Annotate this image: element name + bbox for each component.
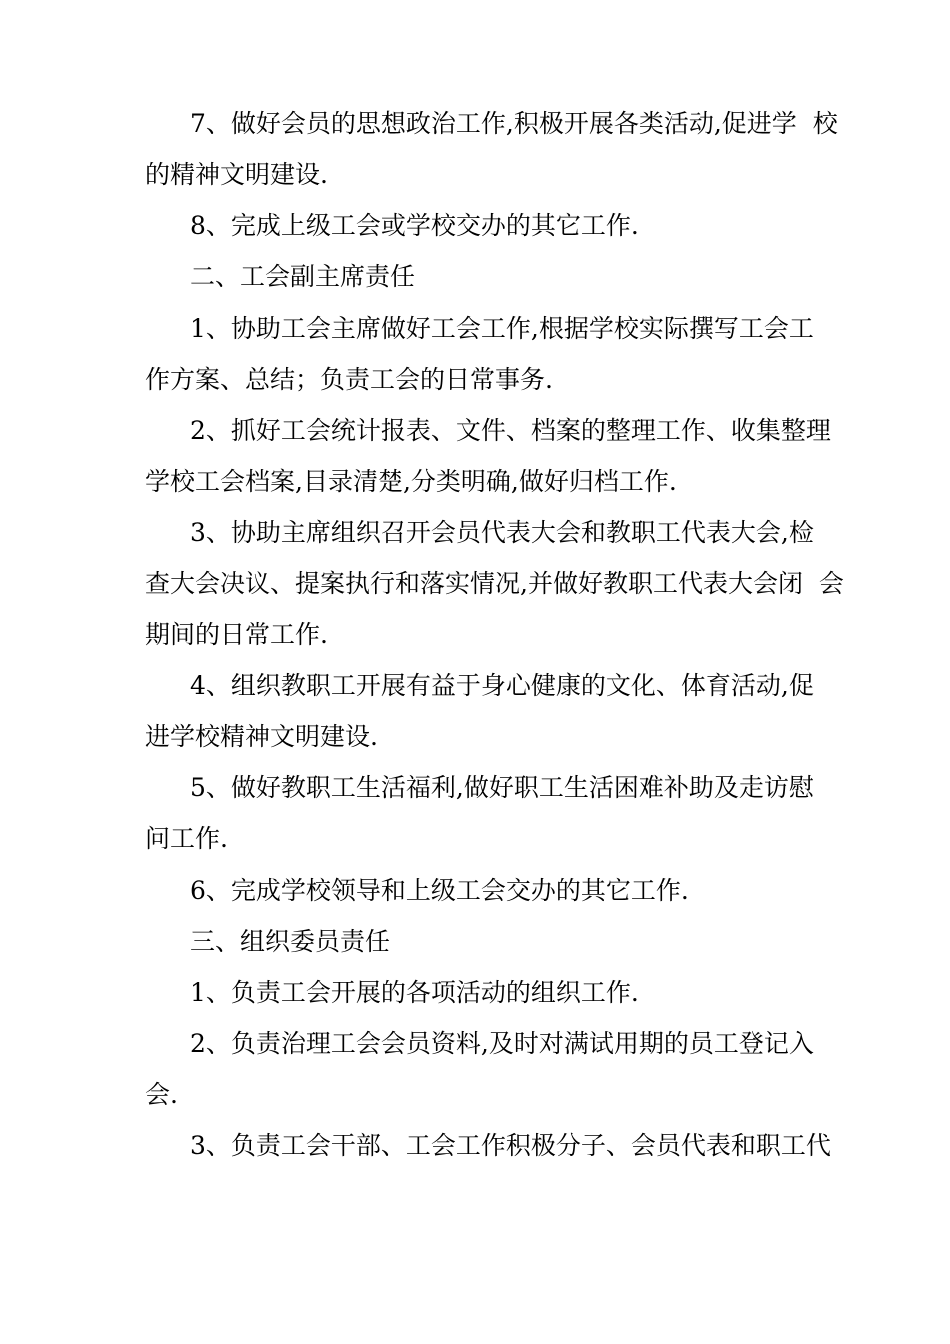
text-line: 2、负责治理工会会员资料,及时对满试用期的员工登记入 (190, 1029, 814, 1058)
text-line: 作方案、总结；负责工会的日常事务. (145, 365, 553, 394)
section-heading: 三、组织委员责任 (190, 927, 391, 956)
text-line: 7、做好会员的思想政治工作,积极开展各类活动,促进学 校 (190, 109, 838, 138)
text-line: 问工作. (145, 824, 228, 853)
text-line: 会. (145, 1080, 178, 1109)
text-line: 进学校精神文明建设. (145, 722, 378, 751)
text-line: 3、负责工会干部、工会工作积极分子、会员代表和职工代 (190, 1131, 831, 1160)
text-line: 4、组织教职工开展有益于身心健康的文化、体育活动,促 (190, 671, 814, 700)
section-heading: 二、工会副主席责任 (190, 262, 416, 291)
text-line: 6、完成学校领导和上级工会交办的其它工作. (190, 876, 689, 905)
text-line: 5、做好教职工生活福利,做好职工生活困难补助及走访慰 (190, 773, 814, 802)
text-line: 查大会决议、提案执行和落实情况,并做好教职工代表大会闭 会 (145, 569, 844, 598)
text-line: 1、协助工会主席做好工会工作,根据学校实际撰写工会工 (190, 314, 814, 343)
text-line: 8、完成上级工会或学校交办的其它工作. (190, 211, 639, 240)
text-line: 期间的日常工作. (145, 620, 328, 649)
text-line: 1、负责工会开展的各项活动的组织工作. (190, 978, 639, 1007)
text-line: 3、协助主席组织召开会员代表大会和教职工代表大会,检 (190, 518, 814, 547)
text-line: 的精神文明建设. (145, 160, 328, 189)
text-line: 2、抓好工会统计报表、文件、档案的整理工作、收集整理 (190, 416, 831, 445)
text-line: 学校工会档案,目录清楚,分类明确,做好归档工作. (145, 467, 677, 496)
